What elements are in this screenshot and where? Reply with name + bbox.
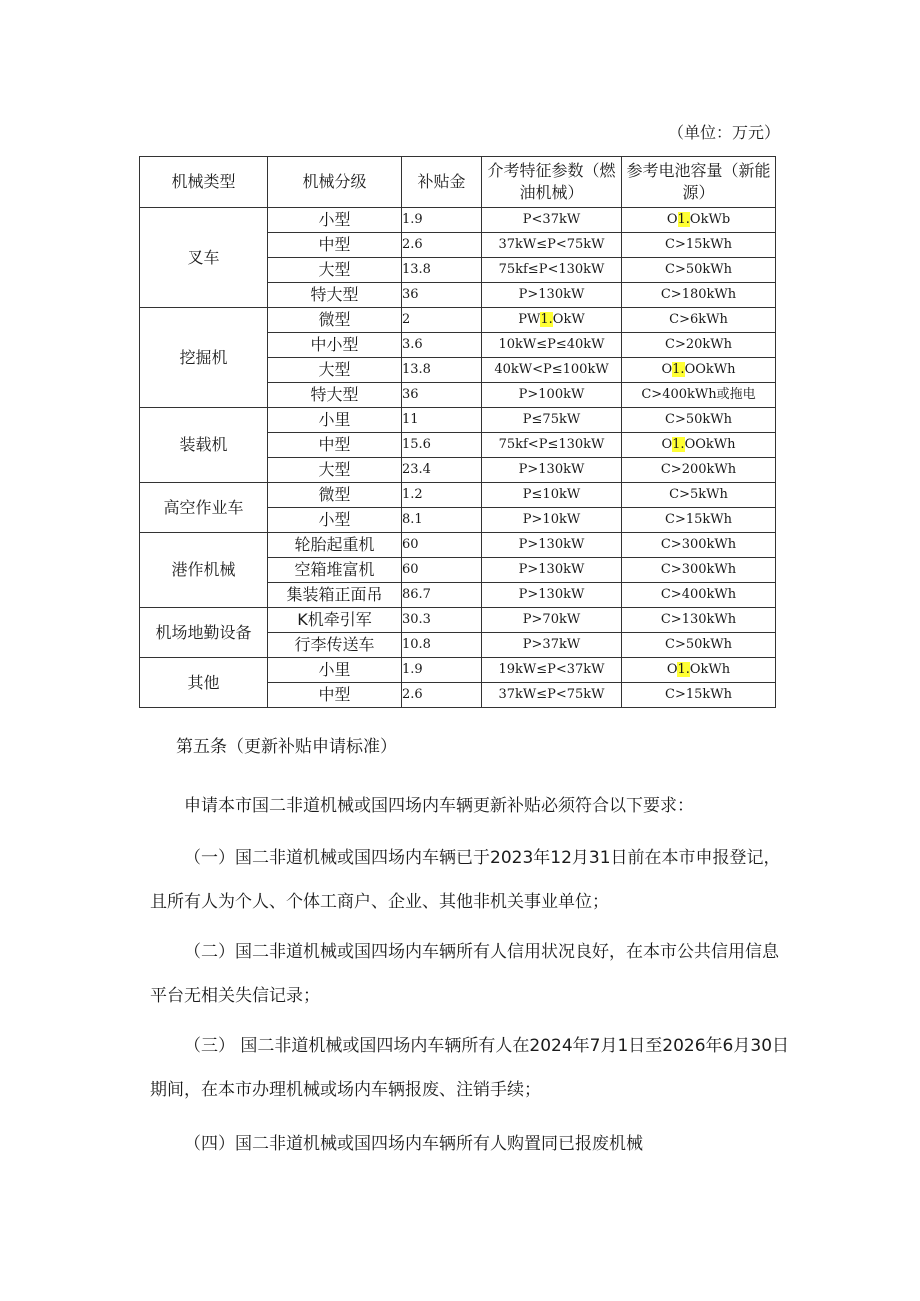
battery-cell: C>200kWh bbox=[622, 458, 776, 483]
param-cell: 40kW<P≤100kW bbox=[482, 358, 622, 383]
cell-text: OkW bbox=[552, 312, 585, 327]
grade-cell: 中型 bbox=[268, 433, 402, 458]
param-cell: P>130kW bbox=[482, 533, 622, 558]
param-cell: P>100kW bbox=[482, 383, 622, 408]
battery-cell: C>300kWh bbox=[622, 533, 776, 558]
grade-cell: 中型 bbox=[268, 233, 402, 258]
battery-cell bbox=[622, 658, 776, 683]
cell-text: PW bbox=[518, 312, 541, 327]
grade-cell: 小型 bbox=[268, 208, 402, 233]
table-header-row bbox=[140, 157, 776, 208]
cell-text: OkWh bbox=[689, 662, 731, 677]
param-cell: P≤10kW bbox=[482, 483, 622, 508]
paragraph: （二）国二非道机械或国四场内车辆所有人信用状况良好，在本市公共信用信息平台无相关失信记录； bbox=[150, 942, 779, 1006]
battery-cell: C>15kWh bbox=[622, 508, 776, 533]
grade-cell: K机牵引军 bbox=[268, 608, 402, 633]
battery-cell: C>50kWh bbox=[622, 408, 776, 433]
grade-cell: 微型 bbox=[268, 308, 402, 333]
highlighted-text: 1. bbox=[672, 362, 685, 377]
battery-cell: C>130kWh bbox=[622, 608, 776, 633]
battery-cell: C>180kWh bbox=[622, 283, 776, 308]
battery-cell: C>300kWh bbox=[622, 558, 776, 583]
param-cell: P>130kW bbox=[482, 458, 622, 483]
table-row bbox=[140, 533, 776, 558]
grade-cell: 中型 bbox=[268, 683, 402, 708]
amount-cell: 15.6 bbox=[402, 433, 482, 458]
amount-cell: 11 bbox=[402, 408, 482, 433]
category-cell: 机场地勤设备 bbox=[140, 608, 268, 658]
table-row bbox=[140, 308, 776, 333]
battery-cell bbox=[622, 208, 776, 233]
header-cell: 机械分级 bbox=[268, 157, 402, 208]
battery-cell bbox=[622, 433, 776, 458]
cell-text: O bbox=[661, 437, 673, 452]
battery-cell: C>6kWh bbox=[622, 308, 776, 333]
grade-cell: 行李传送车 bbox=[268, 633, 402, 658]
table-row bbox=[140, 658, 776, 683]
article-heading: 第五条（更新补贴申请标准） bbox=[176, 737, 397, 757]
header-cell: 机械类型 bbox=[140, 157, 268, 208]
highlighted-text: 1. bbox=[540, 312, 553, 327]
amount-cell: 1.9 bbox=[402, 658, 482, 683]
amount-cell: 30.3 bbox=[402, 608, 482, 633]
battery-cell: C>400kWh或拖电 bbox=[622, 383, 776, 408]
battery-cell: C>5kWh bbox=[622, 483, 776, 508]
cell-text: O bbox=[666, 212, 678, 227]
cell-text: OkWb bbox=[689, 212, 731, 227]
cell-text: OOkWh bbox=[684, 437, 736, 452]
category-cell: 其他 bbox=[140, 658, 268, 708]
battery-cell: C>50kWh bbox=[622, 258, 776, 283]
paragraph: （一）国二非道机械或国四场内车辆已于2023年12月31日前在本市申报登记，且所有人为个人、个体工商户、企业、其他非机关事业单位； bbox=[150, 848, 781, 912]
grade-cell: 特大型 bbox=[268, 283, 402, 308]
param-cell: P>130kW bbox=[482, 558, 622, 583]
battery-cell bbox=[622, 358, 776, 383]
grade-cell: 小里 bbox=[268, 408, 402, 433]
amount-cell: 2.6 bbox=[402, 233, 482, 258]
param-cell: P>70kW bbox=[482, 608, 622, 633]
grade-cell: 小型 bbox=[268, 508, 402, 533]
header-cell: 介考特征参数（燃油机械） bbox=[482, 157, 622, 208]
amount-cell: 13.8 bbox=[402, 358, 482, 383]
table-row bbox=[140, 483, 776, 508]
unit-label: （单位：万元） bbox=[667, 123, 780, 142]
grade-cell: 大型 bbox=[268, 358, 402, 383]
table-body bbox=[140, 208, 776, 708]
grade-cell: 中小型 bbox=[268, 333, 402, 358]
highlighted-text: 1. bbox=[677, 662, 690, 677]
category-cell: 叉车 bbox=[140, 208, 268, 308]
amount-cell: 1.9 bbox=[402, 208, 482, 233]
amount-cell: 36 bbox=[402, 383, 482, 408]
grade-cell: 集装箱正面吊 bbox=[268, 583, 402, 608]
amount-cell: 3.6 bbox=[402, 333, 482, 358]
amount-cell: 13.8 bbox=[402, 258, 482, 283]
category-cell: 装载机 bbox=[140, 408, 268, 483]
amount-cell: 60 bbox=[402, 533, 482, 558]
cell-text: O bbox=[666, 662, 678, 677]
amount-cell: 2.6 bbox=[402, 683, 482, 708]
table-row bbox=[140, 408, 776, 433]
param-cell: 37kW≤P<75kW bbox=[482, 233, 622, 258]
param-cell: 10kW≤P≤40kW bbox=[482, 333, 622, 358]
param-cell: P<37kW bbox=[482, 208, 622, 233]
paragraph: （四）国二非道机械或国四场内车辆所有人购置同已报废机械 bbox=[184, 1134, 643, 1154]
paragraph: 申请本市国二非道机械或国四场内车辆更新补贴必须符合以下要求： bbox=[184, 796, 694, 816]
battery-cell: C>20kWh bbox=[622, 333, 776, 358]
amount-cell: 60 bbox=[402, 558, 482, 583]
battery-cell: C>50kWh bbox=[622, 633, 776, 658]
table-row bbox=[140, 208, 776, 233]
header-cell: 补贴金 bbox=[402, 157, 482, 208]
param-cell: 37kW≤P<75kW bbox=[482, 683, 622, 708]
amount-cell: 10.8 bbox=[402, 633, 482, 658]
param-cell: P>37kW bbox=[482, 633, 622, 658]
battery-cell: C>15kWh bbox=[622, 233, 776, 258]
cell-text: O bbox=[661, 362, 673, 377]
amount-cell: 36 bbox=[402, 283, 482, 308]
amount-cell: 8.1 bbox=[402, 508, 482, 533]
param-cell: 75kf<P≤130kW bbox=[482, 433, 622, 458]
grade-cell: 大型 bbox=[268, 258, 402, 283]
cell-text: OOkWh bbox=[684, 362, 736, 377]
category-cell: 挖掘机 bbox=[140, 308, 268, 408]
grade-cell: 微型 bbox=[268, 483, 402, 508]
highlighted-text: 1. bbox=[677, 212, 690, 227]
category-cell: 港作机械 bbox=[140, 533, 268, 608]
table-row bbox=[140, 608, 776, 633]
param-cell bbox=[482, 308, 622, 333]
grade-cell: 轮胎起重机 bbox=[268, 533, 402, 558]
subsidy-table bbox=[139, 156, 776, 708]
grade-cell: 小里 bbox=[268, 658, 402, 683]
param-cell: 75kf≤P<130kW bbox=[482, 258, 622, 283]
battery-cell: C>400kWh bbox=[622, 583, 776, 608]
grade-cell: 特大型 bbox=[268, 383, 402, 408]
amount-cell: 23.4 bbox=[402, 458, 482, 483]
param-cell: P>130kW bbox=[482, 283, 622, 308]
highlighted-text: 1. bbox=[672, 437, 685, 452]
paragraph: （三） 国二非道机械或国四场内车辆所有人在2024年7月1日至2026年6月30日期间，在本市办理机械或场内车辆报废、注销手续； bbox=[150, 1036, 790, 1100]
category-cell: 高空作业车 bbox=[140, 483, 268, 533]
amount-cell: 1.2 bbox=[402, 483, 482, 508]
param-cell: P>130kW bbox=[482, 583, 622, 608]
amount-cell: 2 bbox=[402, 308, 482, 333]
battery-cell: C>15kWh bbox=[622, 683, 776, 708]
param-cell: 19kW≤P<37kW bbox=[482, 658, 622, 683]
grade-cell: 大型 bbox=[268, 458, 402, 483]
param-cell: P>10kW bbox=[482, 508, 622, 533]
amount-cell: 86.7 bbox=[402, 583, 482, 608]
header-cell: 参考电池容量（新能源） bbox=[622, 157, 776, 208]
param-cell: P≤75kW bbox=[482, 408, 622, 433]
grade-cell: 空箱堆富机 bbox=[268, 558, 402, 583]
